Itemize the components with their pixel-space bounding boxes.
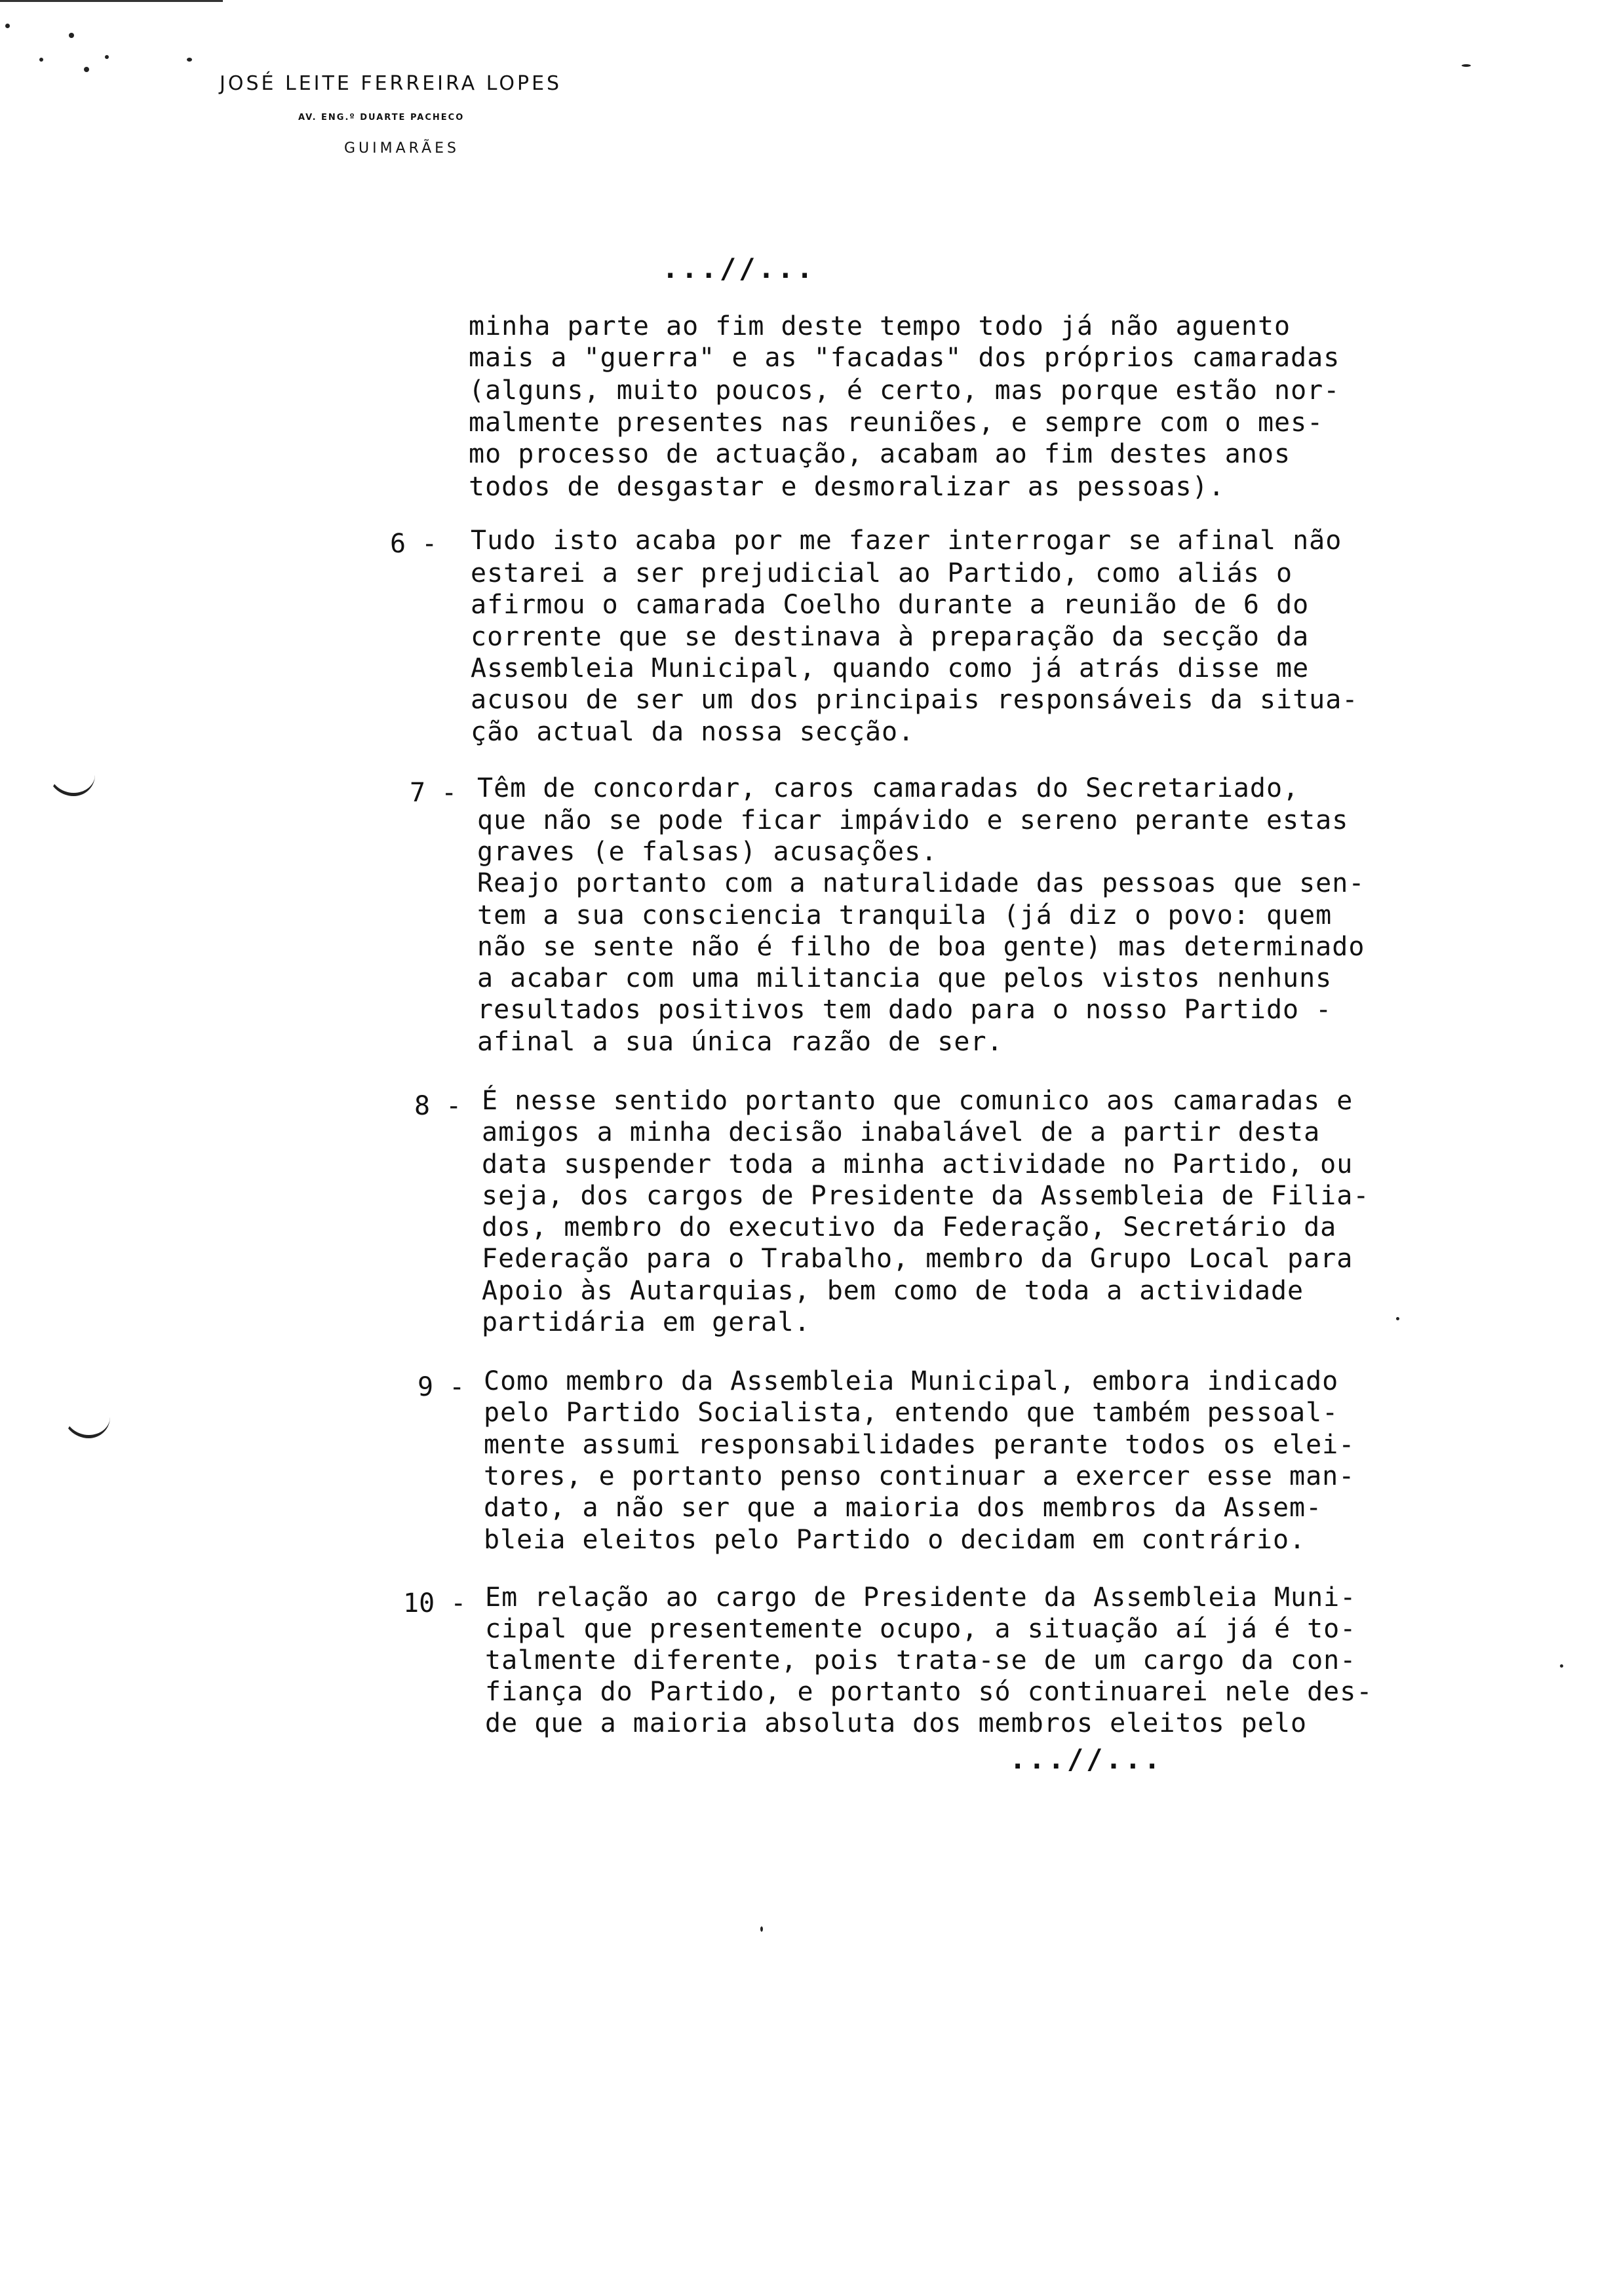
text-line: não se sente não é filho de boa gente) mas determinado [477, 932, 1365, 962]
ink-speck [187, 58, 192, 62]
text-line: resultados positivos tem dado para o nosso Partido - [477, 995, 1333, 1025]
ink-speck [1560, 1664, 1563, 1668]
binder-hole-mark [62, 1409, 110, 1438]
ink-speck [1396, 1317, 1399, 1320]
text-line: amigos a minha decisão inabalável de a partir desta [482, 1117, 1321, 1147]
continuation-marker-bottom: ...//... [1009, 1743, 1163, 1775]
ink-speck [760, 1926, 763, 1932]
letterhead-city: GUIMARÃES [344, 140, 459, 157]
text-line: mente assumi responsabilidades perante todos os elei- [484, 1430, 1355, 1460]
text-line: cipal que presentemente ocupo, a situação aí já é to- [485, 1614, 1357, 1644]
text-line: data suspender toda a minha actividade no Partido, ou [482, 1149, 1353, 1179]
ink-speck [69, 33, 74, 38]
text-line: mo processo de actuação, acabam ao fim destes anos [469, 439, 1291, 469]
text-line: Em relação ao cargo de Presidente da Assembleia Muni- [485, 1582, 1357, 1613]
letterhead [0, 0, 721, 170]
text-line: corrente que se destinava à preparação da secção da [471, 622, 1310, 652]
text-line: partidária em geral. [482, 1307, 811, 1337]
text-line: afirmou o camarada Coelho durante a reunião de 6 do [471, 590, 1310, 620]
ink-speck [1462, 64, 1471, 67]
text-line: seja, dos cargos de Presidente da Assembleia de Filia- [482, 1181, 1370, 1211]
text-line: É nesse sentido portanto que comunico aos camaradas e [482, 1086, 1353, 1116]
letterhead-name: JOSÉ LEITE FERREIRA LOPES [220, 72, 562, 95]
text-line: Apoio às Autarquias, bem como de toda a actividade [482, 1276, 1304, 1306]
text-line: Federação para o Trabalho, membro da Grupo Local para [482, 1244, 1353, 1274]
text-line: ção actual da nossa secção. [471, 717, 915, 747]
text-line: todos de desgastar e desmoralizar as pessoas). [469, 472, 1225, 502]
text-line: minha parte ao fim deste tempo todo já não aguento [469, 311, 1291, 341]
continuation-marker-top: ...//... [662, 252, 816, 284]
letterhead-address: AV. ENG.º DUARTE PACHECO [298, 113, 465, 123]
item-number: 9 - [418, 1372, 465, 1402]
ink-speck [5, 24, 10, 28]
ink-speck [105, 55, 109, 59]
text-line: fiança do Partido, e portanto só continuarei nele des- [485, 1677, 1373, 1707]
text-line: de que a maioria absoluta dos membros eleitos pelo [485, 1708, 1308, 1738]
text-line: pelo Partido Socialista, entendo que também pessoal- [484, 1398, 1339, 1428]
text-line: mais a "guerra" e as "facadas" dos próprios camaradas [469, 343, 1340, 373]
text-line: dato, a não ser que a maioria dos membros da Assem- [484, 1493, 1323, 1523]
text-line: (alguns, muito poucos, é certo, mas porque estão nor- [469, 375, 1340, 406]
item-number: 6 - [390, 529, 438, 559]
ink-speck [84, 67, 89, 72]
text-line: bleia eleitos pelo Partido o decidam em contrário. [484, 1525, 1306, 1555]
text-line: que não se pode ficar impávido e sereno perante estas [477, 805, 1349, 835]
text-line: afinal a sua única razão de ser. [477, 1027, 1003, 1057]
text-line: Assembleia Municipal, quando como já atrás disse me [471, 653, 1310, 683]
text-line: tores, e portanto penso continuar a exercer esse man- [484, 1461, 1355, 1491]
text-line: a acabar com uma militancia que pelos vistos nenhuns [477, 963, 1333, 993]
text-line: graves (e falsas) acusações. [477, 837, 938, 867]
text-line: Reajo portanto com a naturalidade das pessoas que sen- [477, 868, 1365, 898]
text-line: acusou de ser um dos principais responsáveis da situa- [471, 685, 1359, 715]
text-line: malmente presentes nas reuniões, e sempre com o mes- [469, 408, 1324, 438]
item-number: 7 - [410, 778, 457, 808]
ink-speck [39, 58, 43, 62]
text-line: Têm de concordar, caros camaradas do Secretariado, [477, 773, 1300, 803]
text-line: tem a sua consciencia tranquila (já diz o povo: quem [477, 900, 1333, 930]
text-line: Tudo isto acaba por me fazer interrogar se afinal não [471, 526, 1342, 556]
item-number: 8 - [414, 1091, 462, 1121]
text-line: talmente diferente, pois trata-se de um cargo da con- [485, 1645, 1357, 1675]
text-line: estarei a ser prejudicial ao Partido, como aliás o [471, 558, 1293, 588]
text-line: dos, membro do executivo da Federação, Secretário da [482, 1212, 1337, 1242]
binder-hole-mark [47, 767, 95, 796]
text-line: Como membro da Assembleia Municipal, embora indicado [484, 1366, 1339, 1396]
item-number: 10 - [403, 1588, 467, 1618]
